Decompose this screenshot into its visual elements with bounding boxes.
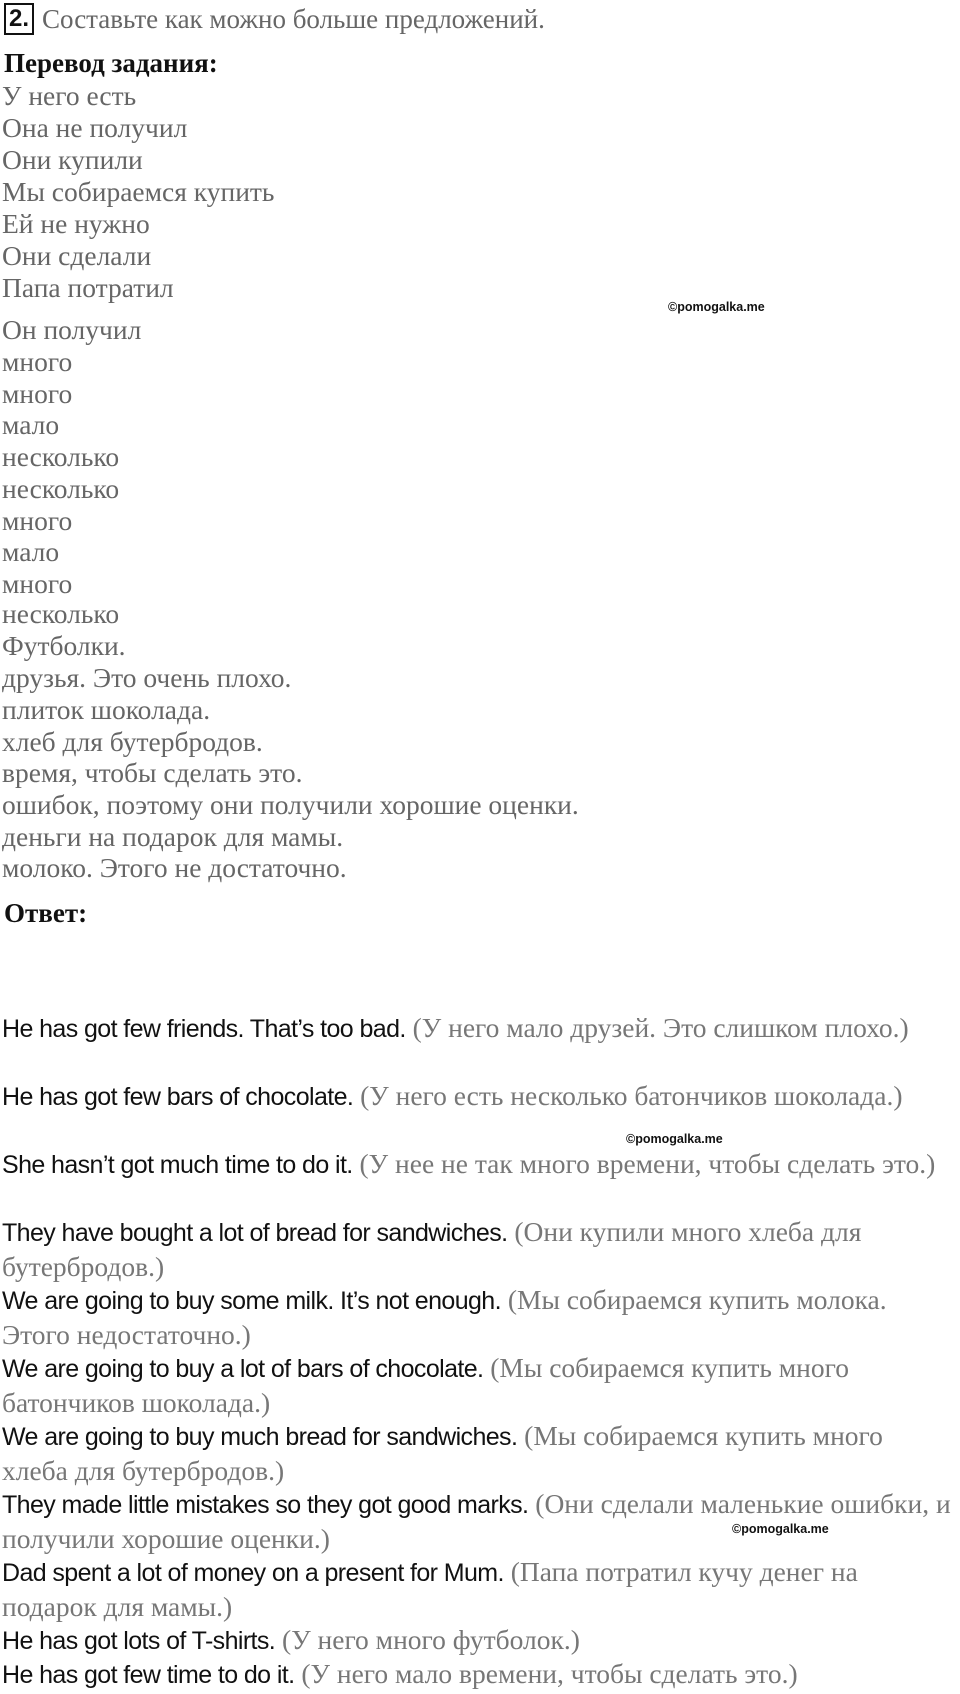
translation-line: много xyxy=(2,505,73,536)
answer-item xyxy=(2,1079,952,1114)
translation-line: деньги на подарок для мамы. xyxy=(2,821,344,852)
translation-line: молоко. Этого не достаточно. xyxy=(2,852,347,883)
answer-english: They have bought a lot of bread for sandwiches. xyxy=(2,1219,508,1247)
translation-line: Он получил xyxy=(2,314,142,345)
answer-russian: (У него есть несколько батончиков шоколада.) xyxy=(360,1080,903,1111)
answer-russian: (Они купили много хлеба для бутербродов.) xyxy=(2,1216,862,1282)
answer-russian: (У него много футболок.) xyxy=(282,1624,580,1655)
translation-line: Мы собираемся купить xyxy=(2,176,275,207)
answer-english: We are going to buy a lot of bars of chocolate. xyxy=(2,1355,484,1383)
translation-line: Она не получил xyxy=(2,112,188,143)
answer-heading: Ответ: xyxy=(4,898,88,928)
watermark: ©pomogalka.me xyxy=(668,300,765,314)
translation-line: хлеб для бутербродов. xyxy=(2,726,263,757)
translation-line: ошибок, поэтому они получили хорошие оценки. xyxy=(2,789,579,820)
task-instruction: Составьте как можно больше предложений. xyxy=(42,3,545,34)
answer-item xyxy=(2,1623,952,1658)
translation-line: Они сделали xyxy=(2,240,152,271)
answer-english: He has got lots of T-shirts. xyxy=(2,1627,276,1655)
answer-english: He has got few friends. That’s too bad. xyxy=(2,1015,406,1043)
watermark: ©pomogalka.me xyxy=(626,1132,723,1146)
answer-item xyxy=(2,1283,952,1352)
answer-russian: (У нее не так много времени, чтобы сделать это.) xyxy=(359,1148,936,1179)
translation-line: Ей не нужно xyxy=(2,208,150,239)
translation-line: друзья. Это очень плохо. xyxy=(2,662,292,693)
translation-line: мало xyxy=(2,409,60,440)
answer-english: He has got few bars of chocolate. xyxy=(2,1083,354,1111)
answer-item xyxy=(2,1657,952,1692)
answer-russian: (У него мало друзей. Это слишком плохо.) xyxy=(412,1012,909,1043)
answer-russian: (Мы собираемся купить много хлеба для бутербродов.) xyxy=(2,1420,883,1486)
task-header xyxy=(4,2,545,36)
answer-item xyxy=(2,1147,952,1182)
translation-line: время, чтобы сделать это. xyxy=(2,757,303,788)
answer-english: Dad spent a lot of money on a present for Mum. xyxy=(2,1559,504,1587)
answer-item xyxy=(2,1419,952,1488)
translation-line: мало xyxy=(2,536,60,567)
answer-english: We are going to buy much bread for sandwiches. xyxy=(2,1423,518,1451)
answer-item xyxy=(2,1215,952,1284)
translation-line: несколько xyxy=(2,441,120,472)
translation-line: Они купили xyxy=(2,144,143,175)
translation-line: У него есть xyxy=(2,80,137,111)
answer-russian: (Папа потратил кучу денег на подарок для мамы.) xyxy=(2,1556,858,1622)
translation-line: много xyxy=(2,346,73,377)
answer-item xyxy=(2,1011,952,1046)
translation-line: Футболки. xyxy=(2,630,126,661)
watermark: ©pomogalka.me xyxy=(732,1522,829,1536)
answer-english: They made little mistakes so they got good marks. xyxy=(2,1491,529,1519)
answer-english: She hasn’t got much time to do it. xyxy=(2,1151,353,1179)
task-number: 2. xyxy=(4,3,34,35)
translation-line: несколько xyxy=(2,598,120,629)
answer-russian: (Мы собираемся купить много батончиков шоколада.) xyxy=(2,1352,849,1418)
translation-line: несколько xyxy=(2,473,120,504)
answer-russian: (Они сделали маленькие ошибки, и получили хорошие оценки.) xyxy=(2,1488,951,1554)
answer-english: We are going to buy some milk. It’s not enough. xyxy=(2,1287,501,1315)
translation-line: много xyxy=(2,568,73,599)
answer-item xyxy=(2,1555,952,1624)
translation-line: много xyxy=(2,378,73,409)
answer-english: He has got few time to do it. xyxy=(2,1661,295,1689)
answer-russian: (У него мало времени, чтобы сделать это.) xyxy=(301,1658,798,1689)
answer-russian: (Мы собираемся купить молока. Этого недостаточно.) xyxy=(2,1284,887,1350)
translation-line: плиток шоколада. xyxy=(2,694,211,725)
answer-item xyxy=(2,1351,952,1420)
translation-line: Папа потратил xyxy=(2,272,174,303)
translation-heading: Перевод задания: xyxy=(4,48,218,78)
